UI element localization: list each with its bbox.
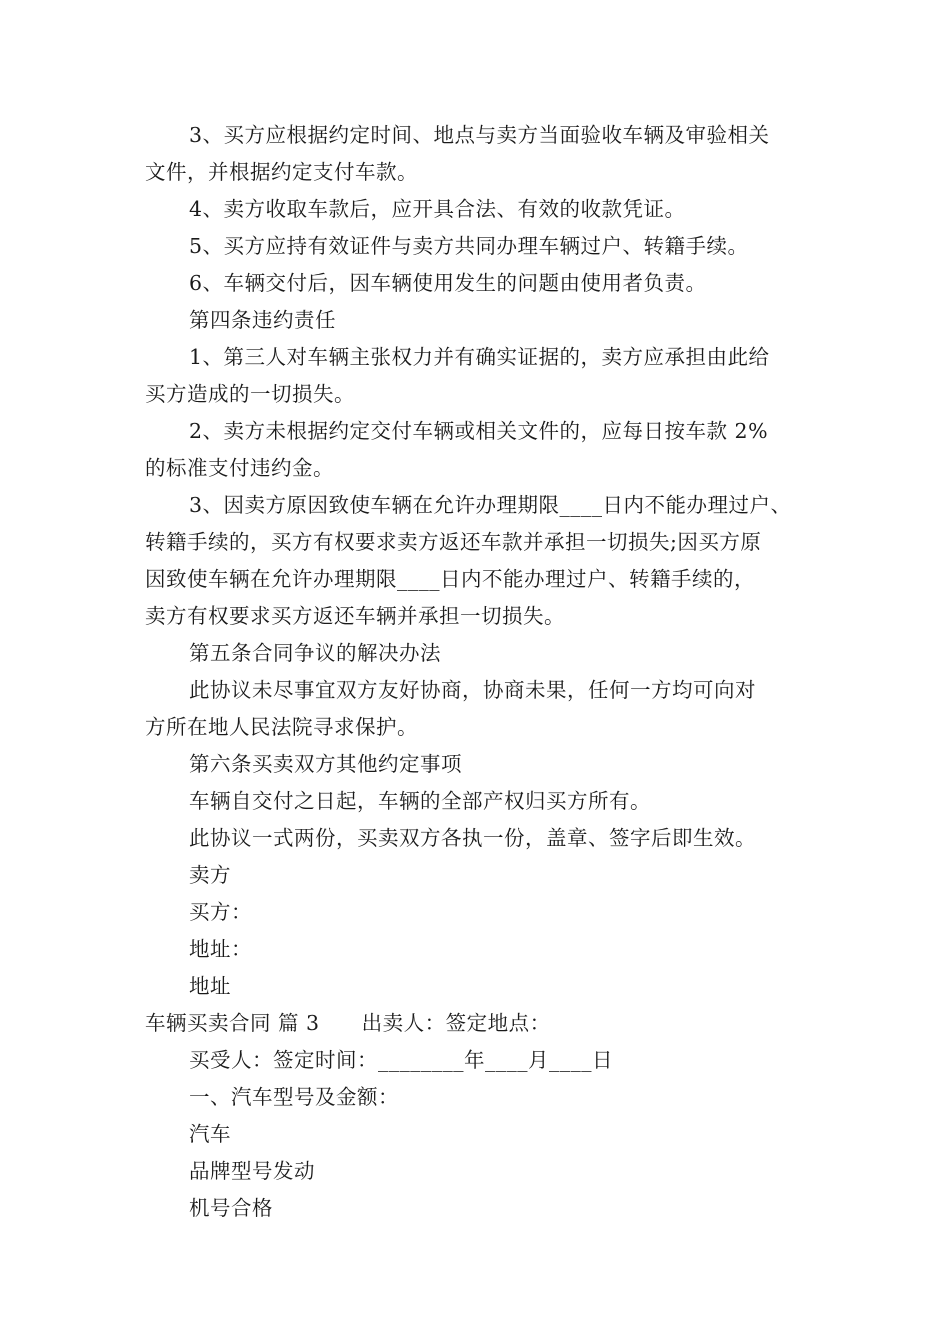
signature-label: 卖方 bbox=[189, 863, 231, 887]
section-heading: 第五条合同争议的解决办法 bbox=[189, 641, 441, 665]
paragraph-line: 汽车 bbox=[189, 1122, 231, 1146]
paragraph-line: 转籍手续的，买方有权要求卖方返还车款并承担一切损失;因买方原 bbox=[145, 530, 762, 554]
signature-label: 地址 bbox=[189, 974, 231, 998]
signature-label: 地址： bbox=[189, 937, 252, 961]
paragraph-line: 买受人：签定时间：________年____月____日 bbox=[189, 1048, 613, 1072]
paragraph-line: 方所在地人民法院寻求保护。 bbox=[145, 715, 418, 739]
paragraph-line: 此协议一式两份，买卖双方各执一份，盖章、签字后即生效。 bbox=[189, 826, 756, 850]
paragraph-line: 5、买方应持有效证件与卖方共同办理车辆过户、转籍手续。 bbox=[189, 234, 749, 258]
paragraph-line: 3、买方应根据约定时间、地点与卖方当面验收车辆及审验相关 bbox=[189, 123, 770, 147]
paragraph-line: 卖方有权要求买方返还车辆并承担一切损失。 bbox=[145, 604, 565, 628]
section-heading: 第六条买卖双方其他约定事项 bbox=[189, 752, 462, 776]
paragraph-line: 此协议未尽事宜双方友好协商，协商未果，任何一方均可向对 bbox=[189, 678, 756, 702]
document-page bbox=[145, 117, 815, 1227]
paragraph-line: 2、卖方未根据约定交付车辆或相关文件的，应每日按车款 2% bbox=[189, 419, 769, 443]
paragraph-line: 1、第三人对车辆主张权力并有确实证据的，卖方应承担由此给 bbox=[189, 345, 770, 369]
paragraph-line: 买方造成的一切损失。 bbox=[145, 382, 355, 406]
paragraph-line: 品牌型号发动 bbox=[189, 1159, 315, 1183]
contract-title: 车辆买卖合同 篇 3 bbox=[145, 1011, 320, 1035]
signature-label: 买方： bbox=[189, 900, 252, 924]
section-heading: 一、汽车型号及金额： bbox=[189, 1085, 399, 1109]
paragraph-line: 6、车辆交付后，因车辆使用发生的问题由使用者负责。 bbox=[189, 271, 707, 295]
seller-place-label: 出卖人：签定地点： bbox=[361, 1011, 551, 1035]
paragraph-line: 的标准支付违约金。 bbox=[145, 456, 334, 480]
paragraph-line: 机号合格 bbox=[189, 1196, 273, 1220]
paragraph-line: 4、卖方收取车款后，应开具合法、有效的收款凭证。 bbox=[189, 197, 686, 221]
paragraph-line: 3、因卖方原因致使车辆在允许办理期限____日内不能办理过户、 bbox=[189, 493, 792, 517]
paragraph-line: 车辆自交付之日起，车辆的全部产权归买方所有。 bbox=[189, 789, 651, 813]
contract-heading bbox=[145, 1005, 815, 1042]
paragraph-line: 文件，并根据约定支付车款。 bbox=[145, 160, 418, 184]
section-heading: 第四条违约责任 bbox=[189, 308, 336, 332]
paragraph-line: 因致使车辆在允许办理期限____日内不能办理过户、转籍手续的， bbox=[145, 567, 755, 591]
